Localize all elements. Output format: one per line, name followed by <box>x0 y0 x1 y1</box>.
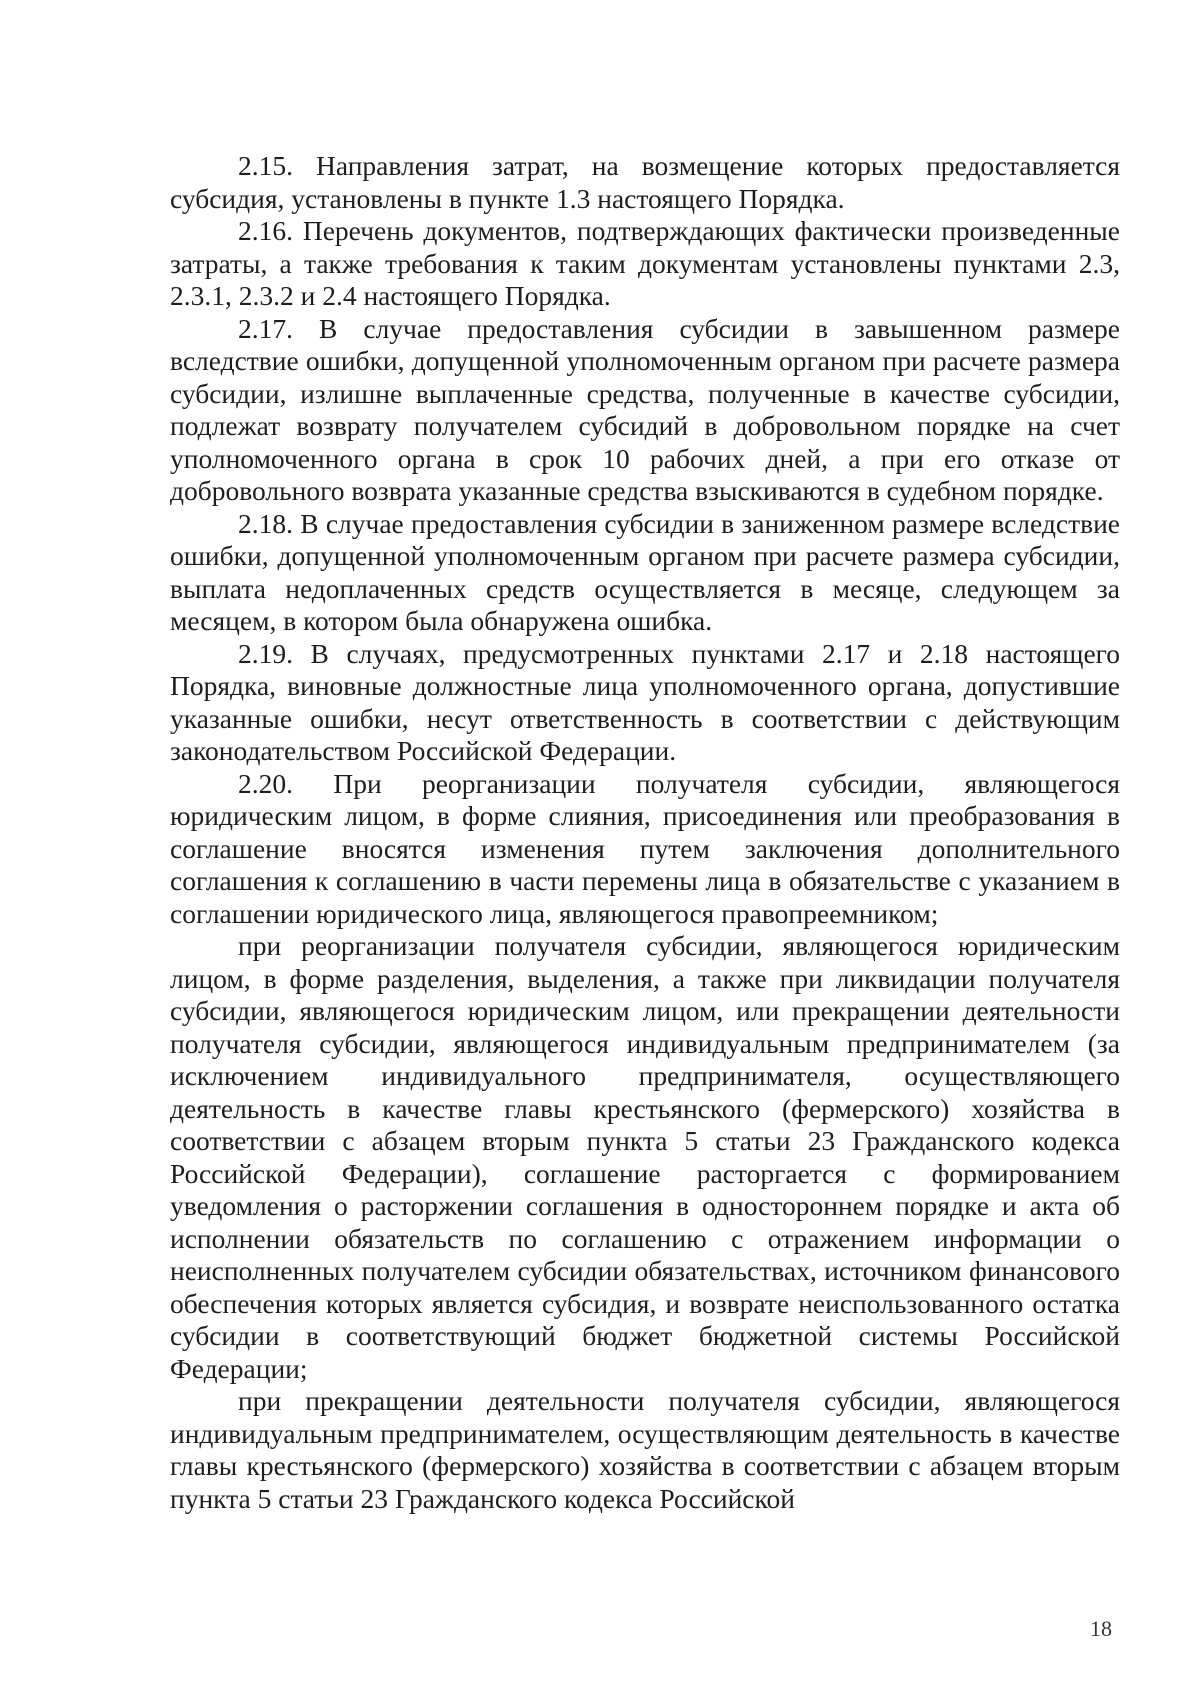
paragraph-2-19: 2.19. В случаях, предусмотренных пунктами 2.17 и 2.18 настоящего Порядка, виновные должностные лица уполномоченного органа, допустившие указанные ошибки, несут ответственность в соответствии с действующим законодательством Российской Федерации. <box>170 637 1120 766</box>
paragraph-termination: при прекращении деятельности получателя субсидии, являющегося индивидуальным предпринимателем, осуществляющим деятельность в качестве главы крестьянского (фермерского) хозяйства в соответствии с абзацем вторым пункта 5 статьи 23 Гражданского кодекса Российской <box>170 1385 1120 1514</box>
document-body <box>170 150 1120 1515</box>
page-number: 18 <box>1090 1616 1112 1641</box>
paragraph-2-17: 2.17. В случае предоставления субсидии в завышенном размере вследствие ошибки, допущенной уполномоченным органом при расчете размера субсидии, излишне выплаченные средства, полученные в качестве субсидии, подлежат возврату получателем субсидий в добровольном порядке на счет уполномоченного органа в срок 10 рабочих дней, а при его отказе от добровольного возврата указанные средства взыскиваются в судебном порядке. <box>170 312 1120 506</box>
paragraph-2-15: 2.15. Направления затрат, на возмещение которых предоставляется субсидия, установлены в пункте 1.3 настоящего Порядка. <box>170 150 1120 214</box>
paragraph-2-16: 2.16. Перечень документов, подтверждающих фактически произведенные затраты, а также требования к таким документам установлены пунктами 2.3, 2.3.1, 2.3.2 и 2.4 настоящего Порядка. <box>170 215 1120 311</box>
paragraph-2-20: 2.20. При реорганизации получателя субсидии, являющегося юридическим лицом, в форме слияния, присоединения или преобразования в соглашение вносятся изменения путем заключения дополнительного соглашения к соглашению в части перемены лица в обязательстве с указанием в соглашении юридического лица, являющегося правопреемником; <box>170 767 1120 929</box>
paragraph-reorganization-division: при реорганизации получателя субсидии, являющегося юридическим лицом, в форме разделения, выделения, а также при ликвидации получателя субсидии, являющегося юридическим лицом, или прекращении деятельности получателя субсидии, являющегося индивидуальным предпринимателем (за исключением индивидуального предпринимателя, осуществляющего деятельность в качестве главы крестьянского (фермерского) хозяйства в соответствии с абзацем вторым пункта 5 статьи 23 Гражданского кодекса Российской Федерации), соглашение расторгается с формированием уведомления о расторжении соглашения в одностороннем порядке и акта об исполнении обязательств по соглашению с отражением информации о неисполненных получателем субсидии обязательствах, источником финансового обеспечения которых является субсидия, и возврате неиспользованного остатка субсидии в соответствующий бюджет бюджетной системы Российской Федерации; <box>170 930 1120 1384</box>
paragraph-2-18: 2.18. В случае предоставления субсидии в заниженном размере вследствие ошибки, допущенной уполномоченным органом при расчете размера субсидии, выплата недоплаченных средств осуществляется в месяце, следующем за месяцем, в котором была обнаружена ошибка. <box>170 507 1120 636</box>
